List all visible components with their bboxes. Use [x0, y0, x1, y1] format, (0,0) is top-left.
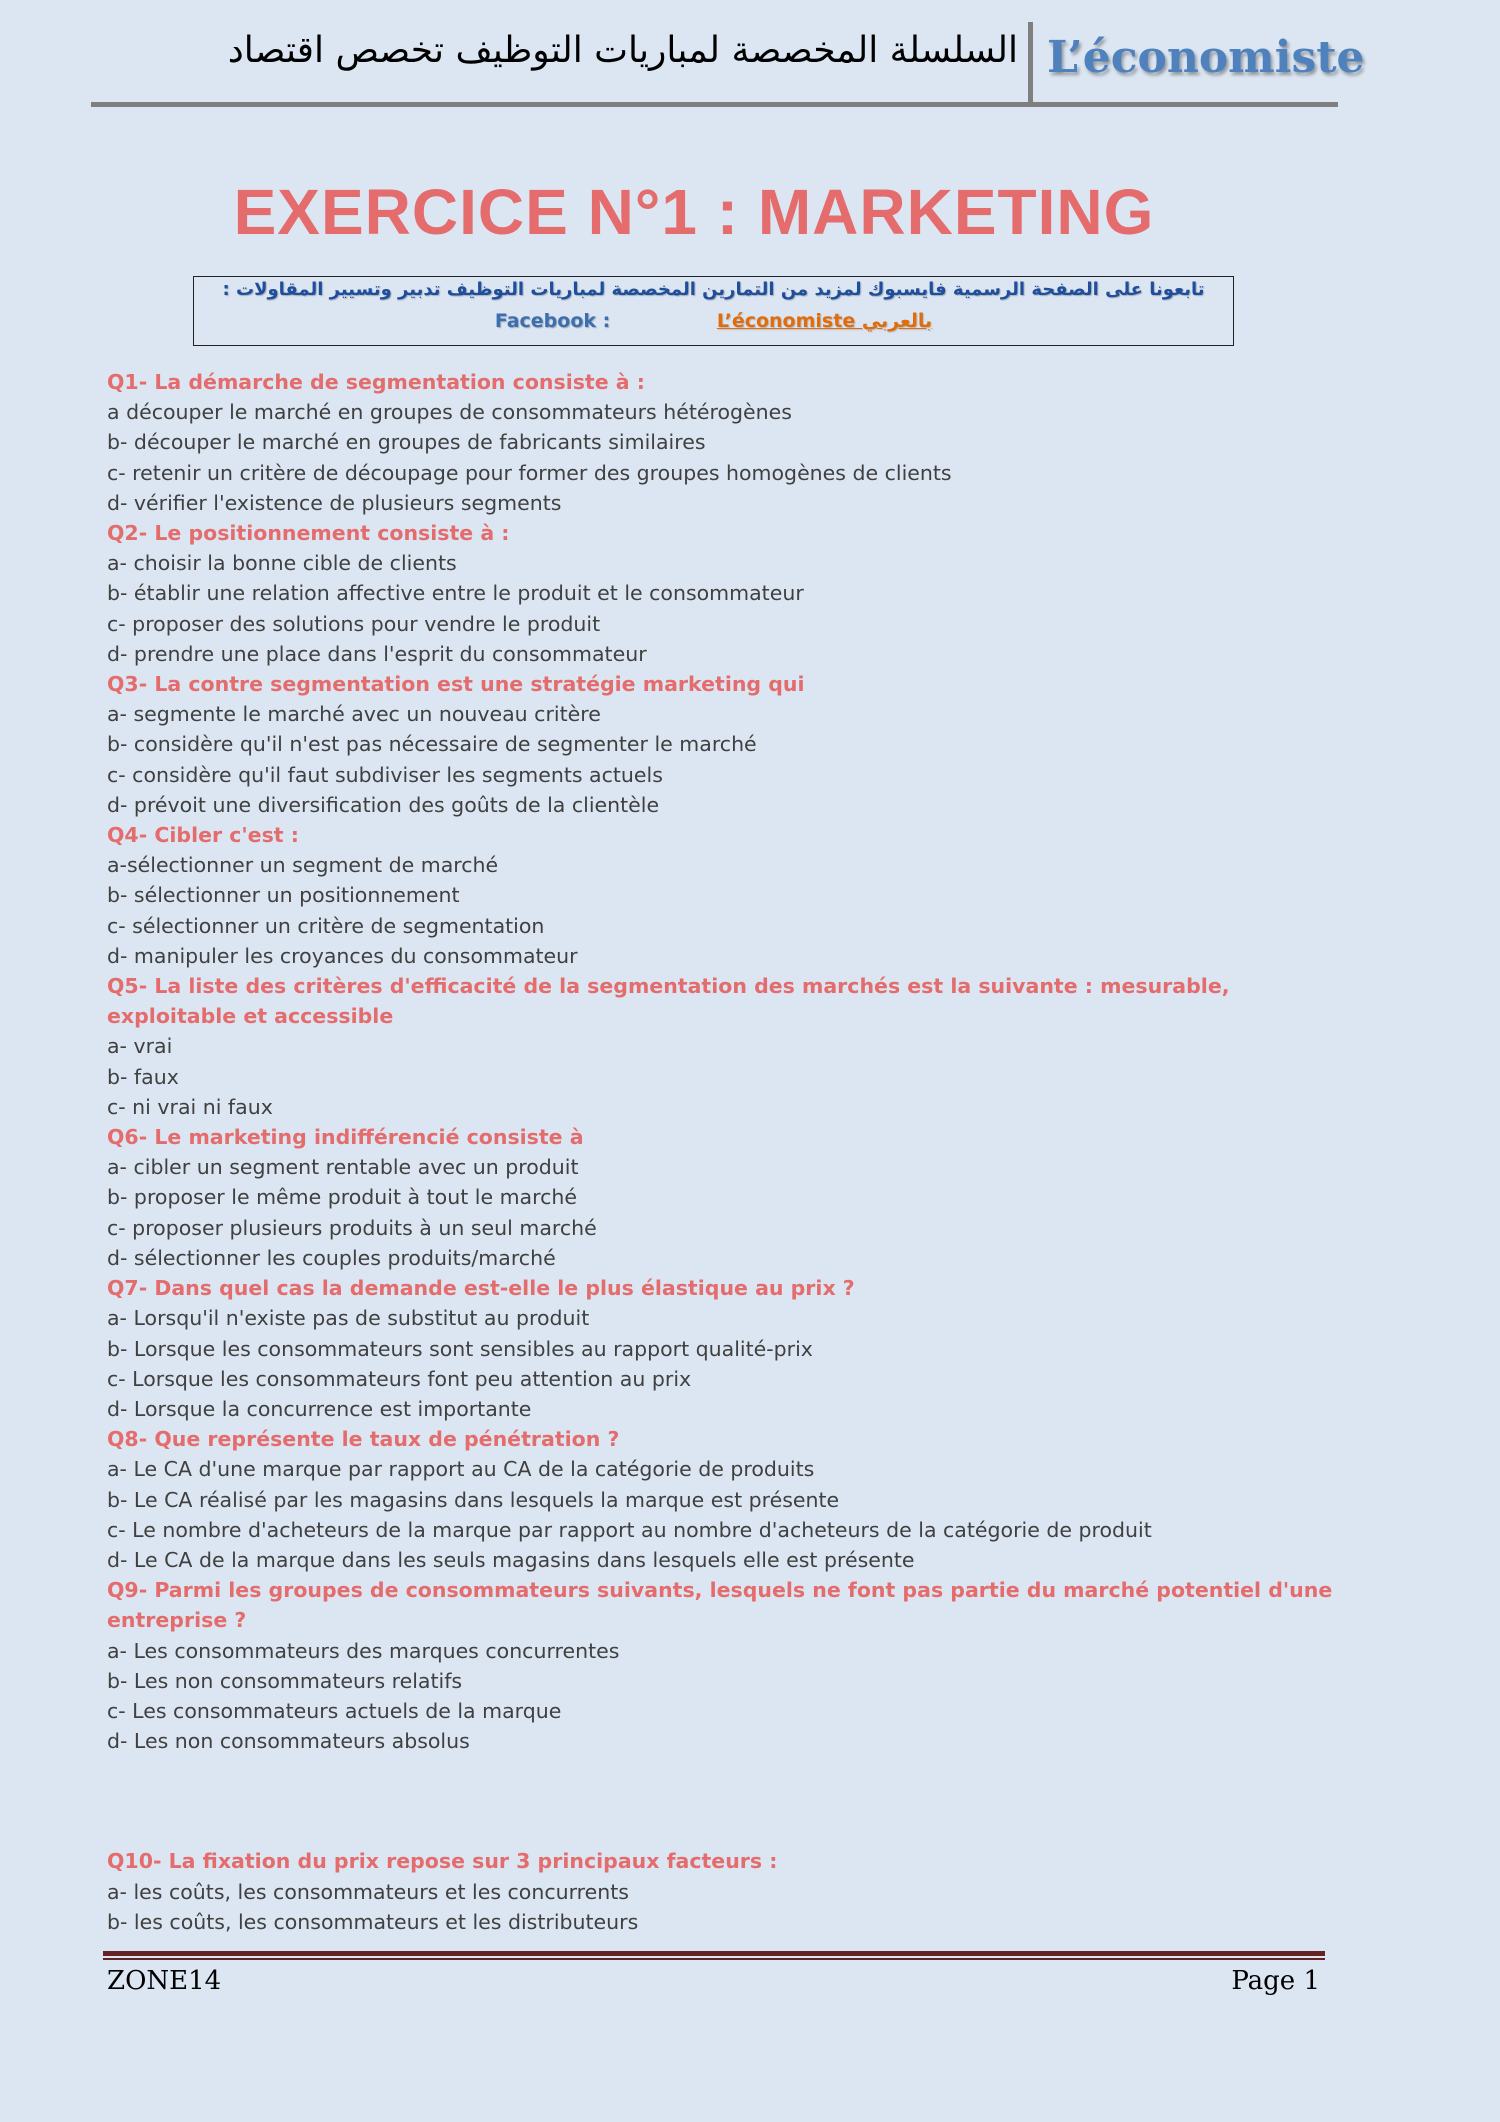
- answer-option: c- proposer des solutions pour vendre le produit: [107, 611, 601, 636]
- question-text: Q4- Cibler c'est :: [107, 823, 299, 848]
- question-text: Q10- La fixation du prix repose sur 3 principaux facteurs :: [107, 1849, 778, 1874]
- question-text: Q2- Le positionnement consiste à :: [107, 521, 510, 546]
- facebook-line: [194, 310, 1233, 332]
- header-divider: [1028, 22, 1033, 102]
- answer-option: c- ni vrai ni faux: [107, 1094, 273, 1119]
- answer-option: b- Lorsque les consommateurs sont sensibles au rapport qualité-prix: [107, 1336, 813, 1361]
- answer-option: b- proposer le même produit à tout le marché: [107, 1185, 577, 1210]
- answer-option: b- établir une relation affective entre le produit et le consommateur: [107, 581, 804, 606]
- question-text: Q6- Le marketing indifférencié consiste à: [107, 1125, 584, 1150]
- answer-option: a- vrai: [107, 1034, 173, 1059]
- answer-option: b- Les non consommateurs relatifs: [107, 1668, 463, 1693]
- question-text: Q5- La liste des critères d'efficacité de la segmentation des marchés est la suivante : mesurable, exploitable et accessible: [107, 974, 1230, 1029]
- header-brand: L’économiste: [1047, 32, 1365, 83]
- facebook-link[interactable]: L’économiste بالعربي: [716, 310, 933, 332]
- answer-option: a découper le marché en groupes de consommateurs hétérogènes: [107, 400, 792, 425]
- answer-option: a- Les consommateurs des marques concurrentes: [107, 1638, 620, 1663]
- answer-option: a- choisir la bonne cible de clients: [107, 551, 457, 576]
- answer-option: d- Le CA de la marque dans les seuls magasins dans lesquels elle est présente: [107, 1547, 915, 1572]
- answer-option: a- Lorsqu'il n'existe pas de substitut au produit: [107, 1306, 590, 1331]
- answer-option: c- proposer plusieurs produits à un seul marché: [107, 1215, 597, 1240]
- answer-option: d- vérifier l'existence de plusieurs segments: [107, 490, 562, 515]
- question-block: [107, 1273, 1337, 1424]
- questions-list: [107, 367, 1337, 1937]
- footer-divider: [103, 1951, 1325, 1961]
- answer-option: d- sélectionner les couples produits/marché: [107, 1245, 556, 1270]
- answer-option: c- considère qu'il faut subdiviser les segments actuels: [107, 762, 663, 787]
- question-block: [107, 518, 1337, 669]
- footer-left-text: ZONE14: [107, 1966, 222, 1996]
- question-block: [107, 971, 1337, 1122]
- answer-option: b- les coûts, les consommateurs et les distributeurs: [107, 1909, 639, 1934]
- answer-option: d- prendre une place dans l'esprit du consommateur: [107, 641, 647, 666]
- page-title: EXERCICE N°1 : MARKETING: [233, 176, 1155, 248]
- question-text: Q3- La contre segmentation est une stratégie marketing qui: [107, 672, 805, 697]
- page-number: Page 1: [1231, 1966, 1320, 1996]
- question-block: [107, 1424, 1337, 1575]
- answer-option: b- considère qu'il n'est pas nécessaire de segmenter le marché: [107, 732, 757, 757]
- answer-option: d- Lorsque la concurrence est importante: [107, 1396, 532, 1421]
- question-text: Q1- La démarche de segmentation consiste à :: [107, 370, 645, 394]
- question-block: [107, 1846, 1337, 1937]
- answer-option: b- sélectionner un positionnement: [107, 883, 460, 908]
- header-arabic-title: السلسلة المخصصة لمباريات التوظيف تخصص اقتصاد: [227, 30, 1018, 71]
- page-header: [91, 18, 1365, 107]
- question-block: [107, 1122, 1337, 1273]
- answer-option: b- faux: [107, 1064, 179, 1089]
- facebook-invite-text: تابعونا على الصفحة الرسمية فايسبوك لمزيد من التمارين المخصصة لمباريات التوظيف تدبير وتسيير المقاولات :: [222, 279, 1205, 300]
- answer-option: a- segmente le marché avec un nouveau critère: [107, 702, 601, 727]
- answer-option: d- prévoit une diversification des goûts de la clientèle: [107, 792, 660, 817]
- answer-option: c- Les consommateurs actuels de la marque: [107, 1698, 562, 1723]
- answer-option: c- Le nombre d'acheteurs de la marque par rapport au nombre d'acheteurs de la catégorie de produit: [107, 1517, 1152, 1542]
- section-gap: [107, 1756, 1337, 1846]
- question-block: [107, 367, 1337, 518]
- answer-option: a-sélectionner un segment de marché: [107, 853, 499, 878]
- question-text: Q9- Parmi les groupes de consommateurs suivants, lesquels ne font pas partie du marché potentiel d'une entreprise ?: [107, 1578, 1333, 1633]
- answer-option: c- Lorsque les consommateurs font peu attention au prix: [107, 1366, 692, 1391]
- answer-option: d- manipuler les croyances du consommateur: [107, 943, 578, 968]
- facebook-box: [193, 276, 1234, 346]
- answer-option: b- découper le marché en groupes de fabricants similaires: [107, 430, 706, 455]
- answer-option: a- les coûts, les consommateurs et les concurrents: [107, 1879, 629, 1904]
- question-block: [107, 669, 1337, 820]
- question-block: [107, 820, 1337, 971]
- question-block: [107, 1575, 1337, 1756]
- answer-option: a- Le CA d'une marque par rapport au CA de la catégorie de produits: [107, 1457, 815, 1482]
- facebook-label: Facebook :: [494, 310, 611, 332]
- answer-option: c- sélectionner un critère de segmentation: [107, 913, 545, 938]
- question-text: Q8- Que représente le taux de pénétration ?: [107, 1427, 620, 1452]
- question-text: Q7- Dans quel cas la demande est-elle le plus élastique au prix ?: [107, 1276, 855, 1301]
- answer-option: c- retenir un critère de découpage pour former des groupes homogènes de clients: [107, 460, 952, 485]
- answer-option: b- Le CA réalisé par les magasins dans lesquels la marque est présente: [107, 1487, 840, 1512]
- answer-option: d- Les non consommateurs absolus: [107, 1729, 470, 1754]
- answer-option: a- cibler un segment rentable avec un produit: [107, 1155, 579, 1180]
